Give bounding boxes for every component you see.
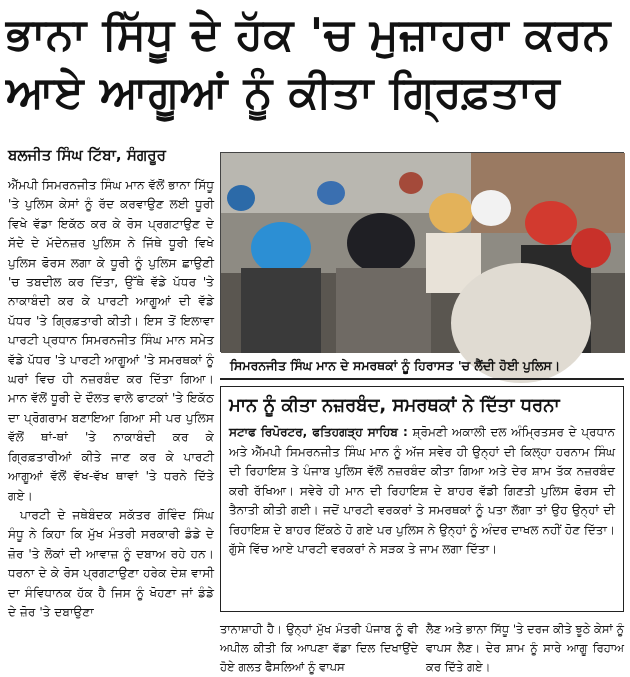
- sub-story-body: [229, 423, 615, 560]
- headline: [6, 6, 624, 122]
- sub-story-text: ਸ਼੍ਰੋਮਣੀ ਅਕਾਲੀ ਦਲ ਅੰਮ੍ਰਿਤਸਰ ਦੇ ਪ੍ਰਧਾਨ ਅਤੇ ਐੱਮਪੀ ਸਿਮਰਨਜੀਤ ਸਿੰਘ ਮਾਨ ਨੂੰ ਅੱਜ ਸਵੇਰ ਹੀ ਉਨ੍ਹਾਂ ਦੀ ਕਿਲ੍ਹਾ ਹਰਨਾਮ ਸਿੰਘ ਦੀ ਰਿਹਾਇਸ਼ ਤੇ ਪੰਜਾਬ ਪੁਲਿਸ ਵੱਲੋਂ ਨਜ਼ਰਬੰਦ ਕੀਤਾ ਗਿਆ ਅਤੇ ਦੇਰ ਸ਼ਾਮ ਤੱਕ ਨਜ਼ਰਬੰਦ ਕਰੀ ਰੱਖਿਆ। ਸਵੇਰੇ ਹੀ ਮਾਨ ਦੀ ਰਿਹਾਇਸ਼ ਦੇ ਬਾਹਰ ਵੱਡੀ ਗਿਣਤੀ ਪੁਲਿਸ ਫੋਰਸ ਦੀ ਤੈਨਾਤੀ ਕੀਤੀ ਗਈ। ਜਦੋਂ ਪਾਰਟੀ ਵਰਕਰਾਂ ਤੇ ਸਮਰਥਕਾਂ ਨੂੰ ਪਤਾ ਲੱਗਾ ਤਾਂ ਉਹ ਉਨ੍ਹਾਂ ਦੀ ਰਿਹਾਇਸ਼ ਦੇ ਬਾਹਰ ਇੱਕਠੇ ਹੋ ਗਏ ਪਰ ਪੁਲਿਸ ਨੇ ਉਨ੍ਹਾਂ ਨੂੰ ਅੰਦਰ ਦਾਖਲ ਨਹੀਂ ਹੋਣ ਦਿੱਤਾ। ਗੁੱਸੇ ਵਿੱਚ ਆਏ ਪਾਰਟੀ ਵਰਕਰਾਂ ਨੇ ਸੜਕ ਤੇ ਜਾਮ ਲਗਾ ਦਿੱਤਾ।: [229, 425, 615, 556]
- left-paragraph-1: ਐੱਮਪੀ ਸਿਮਰਨਜੀਤ ਸਿੰਘ ਮਾਨ ਵੱਲੋਂ ਭਾਨਾ ਸਿੱਧੂ 'ਤੇ ਪੁਲਿਸ ਕੇਸਾਂ ਨੂੰ ਰੱਦ ਕਰਵਾਉਣ ਲਈ ਧੂਰੀ ਵਿਖੇ ਵੱਡਾ ਇਕੱਠ ਕਰ ਕੇ ਰੋਸ ਪ੍ਰਗਟਾਉਣ ਦੇ ਸੱਦੇ ਦੇ ਮੱਦੇਨਜ਼ਰ ਪੁਲਿਸ ਨੇ ਜਿੱਥੇ ਧੂਰੀ ਵਿਖੇ ਪੁਲਿਸ ਫੋਰਸ ਲਗਾ ਕੇ ਧੂਰੀ ਨੂੰ ਪੁਲਿਸ ਛਾਉਣੀ 'ਚ ਤਬਦੀਲ ਕਰ ਦਿੱਤਾ, ਉੱਥੇ ਵੱਡੇ ਪੱਧਰ 'ਤੇ ਨਾਕਾਬੰਦੀ ਕਰ ਕੇ ਪਾਰਟੀ ਆਗੂਆਂ ਦੀ ਵੱਡੇ ਪੱਧਰ 'ਤੇ ਗ੍ਰਿਫ਼ਤਾਰੀ ਕੀਤੀ। ਇਸ ਤੋਂ ਇਲਾਵਾ ਪਾਰਟੀ ਪ੍ਰਧਾਨ ਸਿਮਰਨਜੀਤ ਸਿੰਘ ਮਾਨ ਸਮੇਤ ਵੱਡੇ ਪੱਧਰ 'ਤੇ ਪਾਰਟੀ ਆਗੂਆਂ 'ਤੇ ਸਮਰਥਕਾਂ ਨੂੰ ਘਰਾਂ ਵਿਚ ਹੀ ਨਜ਼ਰਬੰਦ ਕਰ ਦਿੱਤਾ ਗਿਆ। ਮਾਨ ਵੱਲੋਂ ਧੂਰੀ ਦੇ ਦੌਲਤ ਵਾਲੇ ਫਾਟਕਾਂ 'ਤੇ ਇਕੱਠ ਦਾ ਪ੍ਰੋਗਰਾਮ ਬਣਾਇਆ ਗਿਆ ਸੀ ਪਰ ਪੁਲਿਸ ਵੱਲੋਂ ਥਾਂ-ਥਾਂ 'ਤੇ ਨਾਕਾਬੰਦੀ ਕਰ ਕੇ ਗ੍ਰਿਫ਼ਤਾਰੀਆਂ ਕੀਤੇ ਜਾਣ ਕਰ ਕੇ ਪਾਰਟੀ ਆਗੂਆਂ ਵੱਲੋਂ ਵੱਖ-ਵੱਖ ਥਾਵਾਂ 'ਤੇ ਧਰਨੇ ਦਿੱਤੇ ਗਏ।: [8, 178, 214, 503]
- left-paragraph-2: ਪਾਰਟੀ ਦੇ ਜਥੇਬੰਦਕ ਸਕੱਤਰ ਗੋਵਿੰਦ ਸਿੰਘ ਸੰਧੂ ਨੇ ਕਿਹਾ ਕਿ ਮੁੱਖ ਮੰਤਰੀ ਸਰਕਾਰੀ ਡੰਡੇ ਦੇ ਜ਼ੋਰ 'ਤੇ ਲੋਕਾਂ ਦੀ ਆਵਾਜ਼ ਨੂੰ ਦਬਾਅ ਰਹੇ ਹਨ। ਧਰਨਾ ਦੇ ਕੇ ਰੋਸ ਪ੍ਰਗਟਾਉਣਾ ਹਰੇਕ ਦੇਸ਼ ਵਾਸੀ ਦਾ ਸੰਵਿਧਾਨਕ ਹੱਕ ਹੈ ਜਿਸ ਨੂੰ ਖੋਹਣਾ ਜਾਂ ਡੰਡੇ ਦੇ ਜ਼ੋਰ 'ਤੇ ਦਬਾਉਣਾ: [8, 507, 214, 619]
- byline: ਬਲਜੀਤ ਸਿੰਘ ਟਿੱਬਾ, ਸੰਗਰੂਰ: [8, 146, 166, 164]
- photo-caption: ਸਿਮਰਨਜੀਤ ਸਿੰਘ ਮਾਨ ਦੇ ਸਮਰਥਕਾਂ ਨੂੰ ਹਿਰਾਸਤ 'ਚ ਲੈਂਦੀ ਹੋਈ ਪੁਲਿਸ।: [220, 354, 624, 380]
- sub-story-dateline: ਸਟਾਫ ਰਿਪੋਰਟਰ, ਫਤਿਹਗੜ੍ਹ ਸਾਹਿਬ :: [229, 425, 408, 439]
- bottom-column-1: ਤਾਨਾਸ਼ਾਹੀ ਹੈ। ਉਨ੍ਹਾਂ ਮੁੱਖ ਮੰਤਰੀ ਪੰਜਾਬ ਨੂੰ ਵੀ ਅਪੀਲ ਕੀਤੀ ਕਿ ਆਪਣਾ ਵੱਡਾ ਦਿਲ ਦਿਖਾਉਂਦੇ ਹੋਏ ਗਲਤ ਫੈਸਲਿਆਂ ਨੂੰ ਵਾਪਸ: [220, 622, 418, 674]
- news-photo: [220, 152, 624, 352]
- headline-line-1: ਭਾਨਾ ਸਿੱਧੂ ਦੇ ਹੱਕ 'ਚ ਮੁਜ਼ਾਹਰਾ ਕਰਨ: [6, 9, 611, 60]
- headline-line-2: ਆਏ ਆਗੂਆਂ ਨੂੰ ਕੀਤਾ ਗ੍ਰਿਫ਼ਤਾਰ: [6, 67, 561, 118]
- sub-story-title: ਮਾਨ ਨੂੰ ਕੀਤਾ ਨਜ਼ਰਬੰਦ, ਸਮਰਥਕਾਂ ਨੇ ਦਿੱਤਾ ਧਰਨਾ: [229, 395, 560, 416]
- bottom-columns: [220, 620, 624, 674]
- left-column: [8, 176, 214, 622]
- sub-story-box: [220, 386, 624, 612]
- bottom-column-2: ਲੈਣ ਅਤੇ ਭਾਨਾ ਸਿੱਧੂ 'ਤੇ ਦਰਜ ਕੀਤੇ ਝੂਠੇ ਕੇਸਾਂ ਨੂੰ ਵਾਪਸ ਲੈਣ। ਦੇਰ ਸ਼ਾਮ ਨੂੰ ਸਾਰੇ ਆਗੂ ਰਿਹਾਅ ਕਰ ਦਿੱਤੇ ਗਏ।: [426, 622, 624, 674]
